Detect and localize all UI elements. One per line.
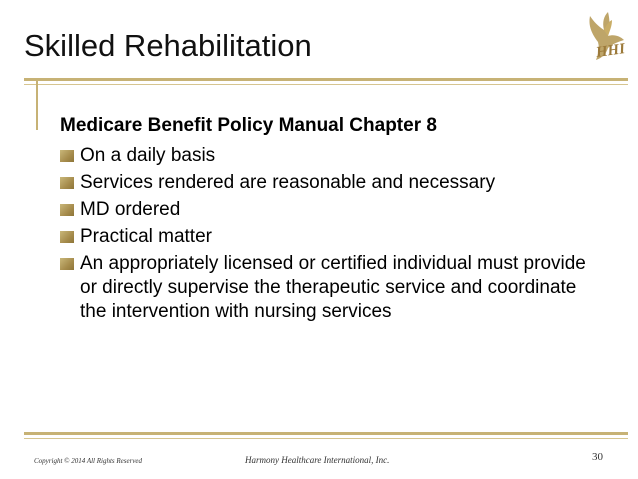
square-bullet-icon — [60, 258, 74, 270]
square-bullet-icon — [60, 150, 74, 162]
bullet-list — [58, 144, 603, 327]
list-item — [58, 171, 603, 195]
logo-text: HHI — [594, 41, 627, 61]
slide-title: Skilled Rehabilitation — [24, 28, 312, 63]
company-name: Harmony Healthcare International, Inc. — [245, 455, 390, 465]
list-item-text: An appropriately licensed or certified individual must provide or directly supervise the therapeutic service and coordinate the intervention with nursing services — [80, 253, 586, 322]
list-item-text: Services rendered are reasonable and necessary — [80, 172, 496, 193]
list-item — [58, 225, 603, 249]
vertical-accent-line — [36, 78, 38, 130]
page-number: 30 — [592, 451, 603, 463]
title-divider — [24, 78, 628, 81]
list-item — [58, 198, 603, 222]
footer-divider-thin — [24, 438, 628, 439]
content-heading: Medicare Benefit Policy Manual Chapter 8 — [60, 115, 437, 136]
list-item — [58, 144, 603, 168]
list-item — [58, 252, 603, 324]
list-item-text: Practical matter — [80, 226, 212, 247]
square-bullet-icon — [60, 204, 74, 216]
footer-divider — [24, 432, 628, 435]
copyright-text: Copyright © 2014 All Rights Reserved — [34, 457, 143, 465]
square-bullet-icon — [60, 231, 74, 243]
title-divider-thin — [24, 84, 628, 85]
list-item-text: On a daily basis — [80, 145, 216, 166]
square-bullet-icon — [60, 177, 74, 189]
list-item-text: MD ordered — [80, 199, 181, 220]
